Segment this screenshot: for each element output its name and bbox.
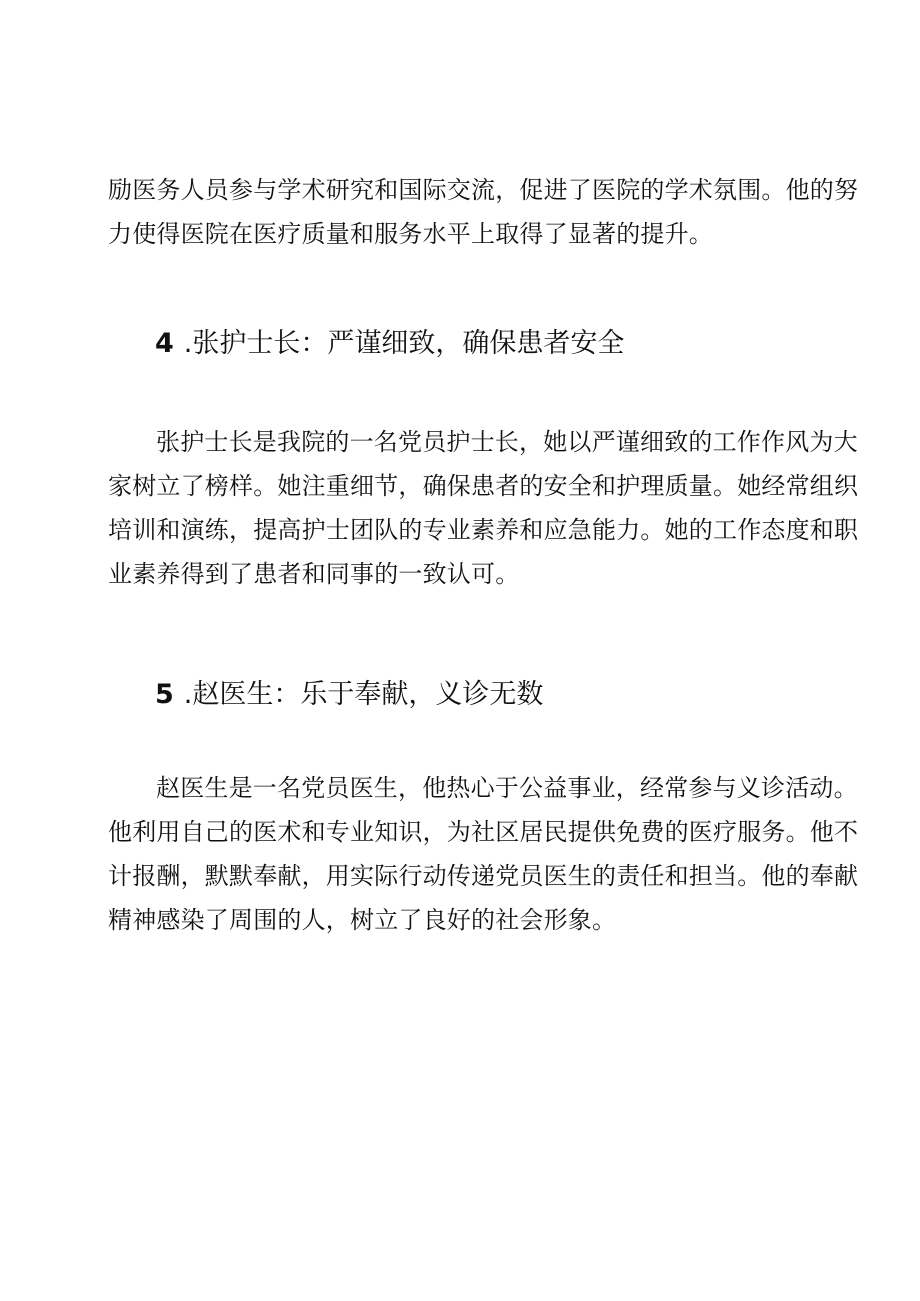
section-5-title: .赵医生：乐于奉献，义诊无数 [183, 679, 544, 710]
section-5-line: 他利用自己的医术和专业知识，为社区居民提供免费的医疗服务。他不 [108, 818, 859, 846]
section-4-paragraph [108, 420, 859, 596]
section-4-number: 4 [155, 328, 174, 359]
paragraph-1-line: 励医务人员参与学术研究和国际交流，促进了医院的学术氛围。他的努 [108, 176, 859, 204]
section-5-line: 精神感染了周围的人，树立了良好的社会形象。 [108, 906, 617, 934]
section-4-line: 业素养得到了患者和同事的一致认可。 [108, 560, 520, 588]
section-4-line: 张护士长是我院的一名党员护士长，她以严谨细致的工作作风为大 [156, 428, 858, 456]
section-5-paragraph [108, 766, 859, 942]
section-5-number: 5 [155, 679, 174, 710]
section-4-heading [155, 324, 624, 364]
section-5-line: 计报酬，默默奉献，用实际行动传递党员医生的责任和担当。他的奉献 [108, 862, 859, 890]
section-5-heading [155, 675, 543, 715]
section-4-line: 培训和演练，提高护士团队的专业素养和应急能力。她的工作态度和职 [108, 516, 859, 544]
section-5-line: 赵医生是一名党员医生，他热心于公益事业，经常参与义诊活动。 [156, 774, 858, 802]
paragraph-1-line: 力使得医院在医疗质量和服务水平上取得了显著的提升。 [108, 220, 713, 248]
section-4-title: .张护士长：严谨细致，确保患者安全 [183, 328, 625, 359]
section-4-line: 家树立了榜样。她注重细节，确保患者的安全和护理质量。她经常组织 [108, 472, 859, 500]
paragraph-1 [108, 168, 859, 256]
